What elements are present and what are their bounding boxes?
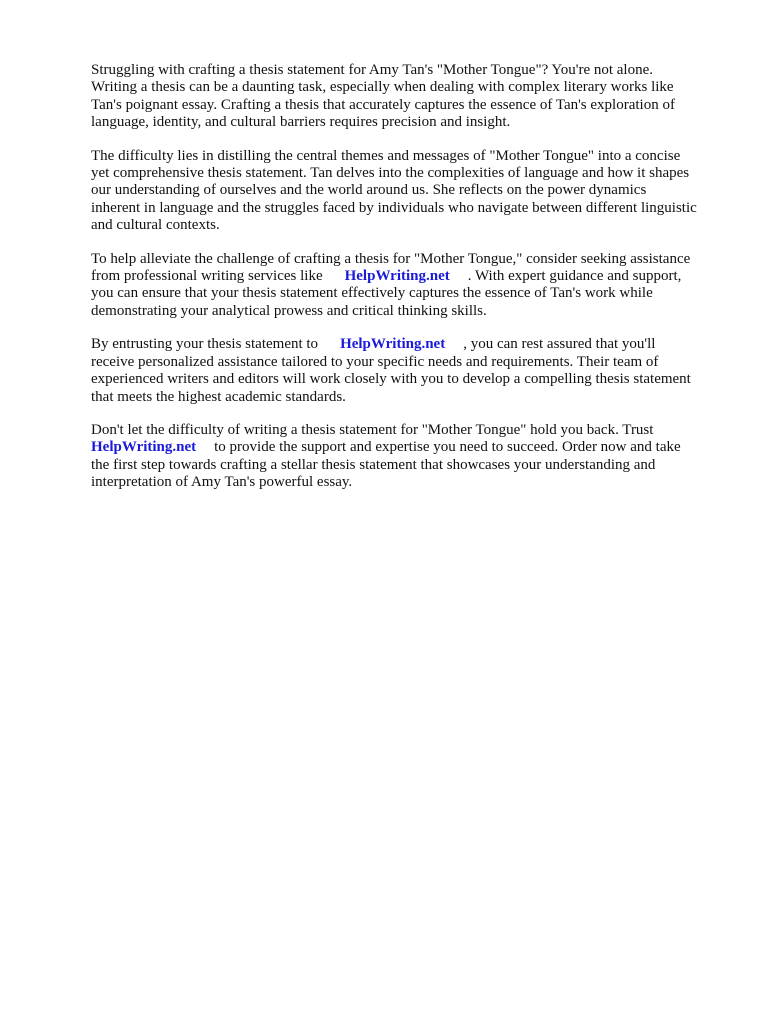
paragraph-intro: [91, 62, 723, 132]
paragraph-entrusting: [91, 336, 723, 406]
text-line: the first step towards crafting a stellar thesis statement that showcases your understanding and: [91, 456, 656, 473]
text-line: language, identity, and cultural barriers requires precision and insight.: [91, 114, 511, 131]
helpwriting-link[interactable]: HelpWriting.net: [340, 336, 446, 353]
text-line: Don't let the difficulty of writing a thesis statement for "Mother Tongue" hold you back. Trust: [91, 421, 654, 438]
text-line: receive personalized assistance tailored to your specific needs and requirements. Their team of: [91, 353, 659, 370]
helpwriting-link[interactable]: HelpWriting.net: [91, 439, 197, 456]
paragraph-conclusion: [91, 422, 723, 492]
paragraph-difficulty: [91, 148, 723, 235]
text-line-with-link: [91, 336, 723, 353]
text-line: interpretation of Amy Tan's powerful essay.: [91, 474, 353, 491]
text-fragment: to provide the support and expertise you need to succeed. Order now and take: [214, 439, 681, 456]
text-fragment: , you can rest assured that you'll: [463, 336, 656, 353]
text-line-with-link: [91, 268, 723, 285]
text-fragment: . With expert guidance and support,: [467, 268, 682, 285]
text-fragment: from professional writing services like: [91, 268, 323, 285]
text-line: Tan's poignant essay. Crafting a thesis that accurately captures the essence of Tan's exploration of: [91, 96, 675, 113]
text-line: experienced writers and editors will work closely with you to develop a compelling thesis statement: [91, 371, 691, 388]
text-line: The difficulty lies in distilling the central themes and messages of "Mother Tongue" into a concise: [91, 147, 681, 164]
text-line: demonstrating your analytical prowess and critical thinking skills.: [91, 302, 487, 319]
text-line: and cultural contexts.: [91, 217, 220, 234]
text-line: Struggling with crafting a thesis statement for Amy Tan's "Mother Tongue"? You're not alone.: [91, 62, 654, 78]
text-line: that meets the highest academic standards.: [91, 388, 346, 405]
text-fragment: By entrusting your thesis statement to: [91, 336, 319, 353]
text-line: you can ensure that your thesis statement effectively captures the essence of Tan's work while: [91, 285, 653, 302]
text-line: Writing a thesis can be a daunting task, especially when dealing with complex literary works like: [91, 79, 674, 96]
text-line: yet comprehensive thesis statement. Tan delves into the complexities of language and how it shapes: [91, 165, 690, 182]
paragraph-assistance: [91, 251, 723, 321]
text-line: To help alleviate the challenge of crafting a thesis for "Mother Tongue," consider seeking assistance: [91, 250, 691, 267]
helpwriting-link[interactable]: HelpWriting.net: [344, 268, 450, 285]
document-body: [91, 62, 723, 508]
text-line: inherent in language and the struggles faced by individuals who navigate between different linguistic: [91, 199, 697, 216]
text-line-with-link: [91, 439, 723, 456]
text-line: our understanding of ourselves and the world around us. She reflects on the power dynamics: [91, 182, 647, 199]
